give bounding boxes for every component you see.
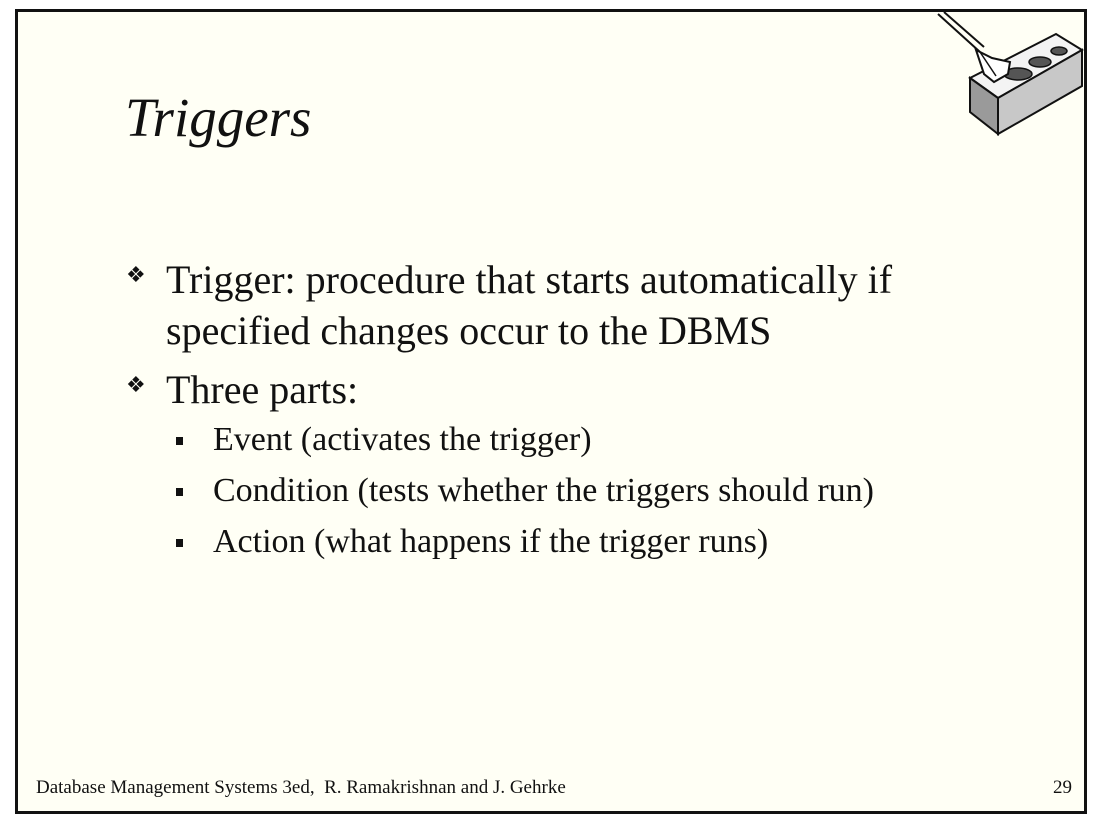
diamond-bullet-icon: ❖ xyxy=(126,263,146,288)
bullet-text: Three parts: xyxy=(166,367,359,412)
sub-bullet-text: Condition (tests whether the triggers should run) xyxy=(213,472,875,509)
bullet-item xyxy=(126,364,1026,415)
brick-and-trowel-icon xyxy=(936,12,1084,138)
sub-bullet-item xyxy=(176,420,1056,460)
diamond-bullet-icon: ❖ xyxy=(126,373,146,398)
bullet-item xyxy=(126,254,1026,356)
square-bullet-icon xyxy=(176,539,183,547)
slide-title: Triggers xyxy=(125,87,312,148)
square-bullet-icon xyxy=(176,437,183,445)
sub-bullet-item xyxy=(176,471,1056,511)
page-number: 29 xyxy=(1053,777,1072,798)
sub-bullet-text: Event (activates the trigger) xyxy=(213,421,592,458)
sub-bullet-item xyxy=(176,522,1056,562)
slide xyxy=(15,9,1087,814)
slide-footer: Database Management Systems 3ed, R. Ramakrishnan and J. Gehrke xyxy=(36,777,566,798)
square-bullet-icon xyxy=(176,488,183,496)
bullet-text: Trigger: procedure that starts automatically if specified changes occur to the DBMS xyxy=(166,257,893,353)
sub-bullet-text: Action (what happens if the trigger runs) xyxy=(213,523,769,560)
